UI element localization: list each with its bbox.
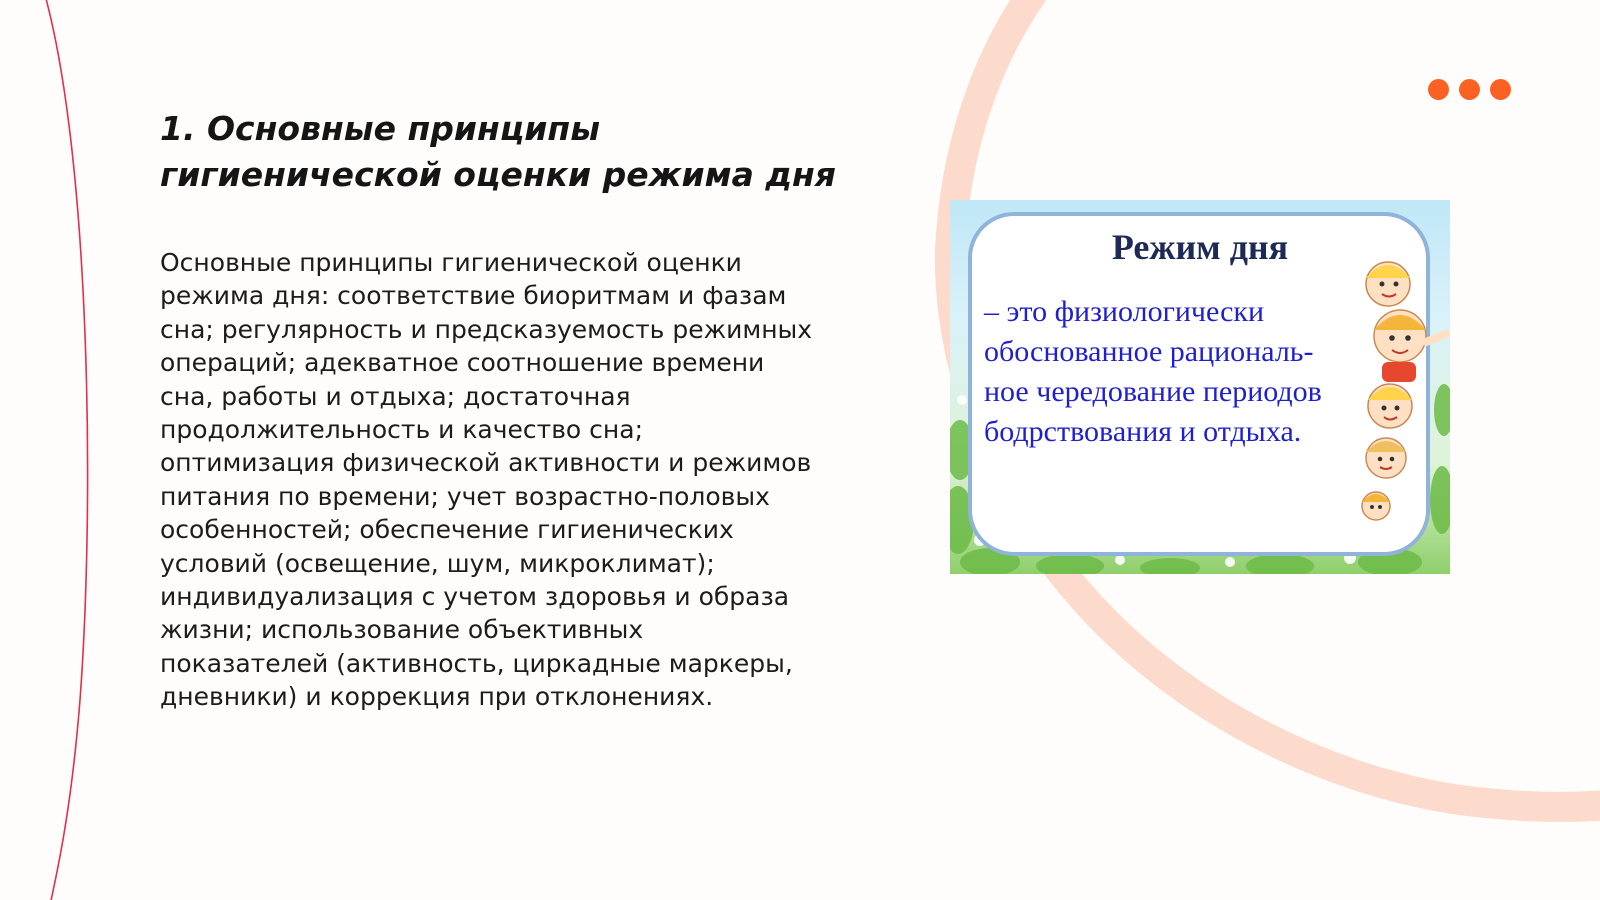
title-line: гигиенической оценки режима дня	[160, 155, 836, 194]
title-line: 1. Основные принципы	[160, 109, 601, 148]
slide-body	[160, 246, 860, 714]
card-text-line: обоснованное рациональ-	[984, 335, 1314, 368]
body-line: условий (освещение, шум, микроклимат);	[160, 548, 715, 578]
slide-title	[160, 106, 880, 198]
body-line: оптимизация физической активности и режимов	[160, 448, 812, 478]
card-title: Режим дня	[1111, 227, 1289, 267]
card-text-line: ное чередование периодов	[984, 375, 1322, 408]
body-line: сна; регулярность и предсказуемость режимных	[160, 314, 813, 344]
body-line: операций; адекватное соотношение времени	[160, 348, 765, 378]
dot-1	[1428, 79, 1449, 100]
body-line: дневники) и коррекция при отклонениях.	[160, 682, 714, 712]
body-line: продолжительность и качество сна;	[160, 415, 644, 445]
body-line: питания по времени; учет возрастно-половых	[160, 481, 770, 511]
kids-illustration	[1342, 250, 1450, 550]
dot-2	[1459, 79, 1480, 100]
body-line: показателей (активность, циркадные маркеры,	[160, 648, 793, 678]
three-dots-icon	[1428, 79, 1510, 101]
body-line: особенностей; обеспечение гигиенических	[160, 515, 734, 545]
body-line: жизни; использование объективных	[160, 615, 644, 645]
body-line: индивидуализация с учетом здоровья и образа	[160, 582, 790, 612]
body-line: режима дня: соответствие биоритмам и фазам	[160, 281, 787, 311]
decorative-left-line	[45, 0, 88, 900]
card-text-line: бодрствования и отдыха.	[984, 415, 1302, 448]
body-line: Основные принципы гигиенической оценки	[160, 248, 742, 277]
card-text-line: – это физиологически	[984, 295, 1265, 328]
dot-3	[1490, 79, 1511, 100]
card-text	[984, 292, 1384, 452]
regime-card-image	[950, 200, 1450, 574]
body-line: сна, работы и отдыха; достаточная	[160, 381, 631, 411]
